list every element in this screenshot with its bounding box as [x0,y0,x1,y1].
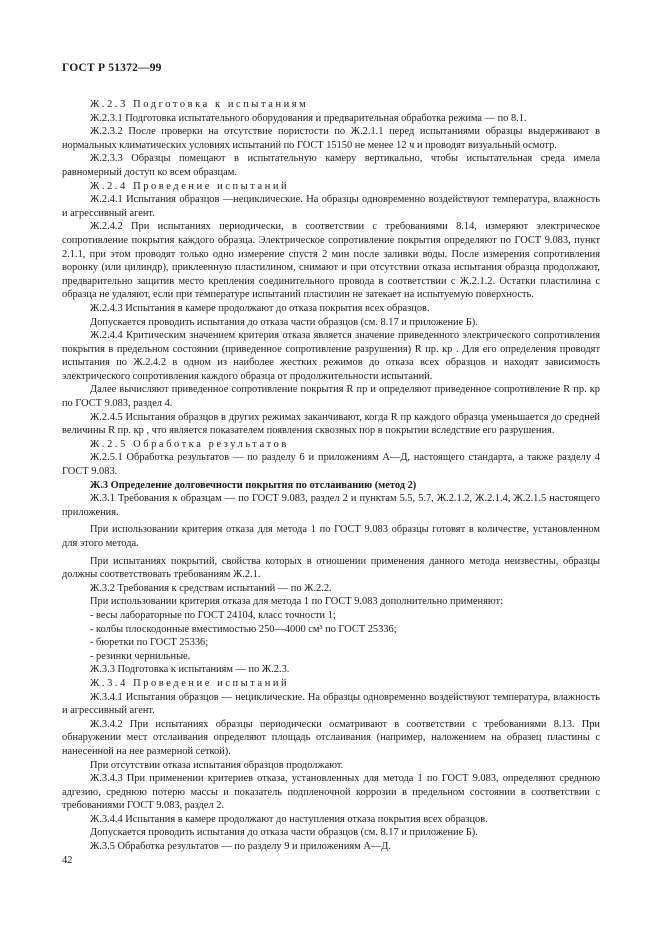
document-header: ГОСТ Р 51372—99 [62,62,162,74]
paragraph: Допускается проводить испытания до отказа части образцов (см. 8.17 и приложение Б). [90,316,478,328]
paragraph: - бюретки по ГОСТ 25336; [90,637,209,649]
paragraph: - весы лабораторные по ГОСТ 24104, класс точности 1; [90,609,336,621]
paragraph: Ж.3.4 Проведение испытаний [90,677,290,689]
paragraph: Ж.2.5 Обработка результатов [90,438,289,450]
paragraph: Ж.2.3.2 После проверки на отсутствие пористости по Ж.2.1.1 перед испытаниями образцы выдерживают в нормальных климатических условиях испытаний по ГОСТ 15150 не менее 12 ч и проводят визуальный осмотр. [62,126,600,151]
document-body [62,98,600,854]
page-number: 42 [62,855,73,866]
paragraph: Ж.2.4.1 Испытания образцов —нециклические. На образцы одновременно воздействуют температура, влажность и агрессивный агент. [62,194,600,219]
paragraph: Ж.3.4.4 Испытания в камере продолжают до наступления отказа покрытия всех образцов. [90,813,488,825]
paragraph: Ж.2.4 Проведение испытаний [90,180,290,192]
paragraph: Ж.2.4.4 Критическим значением критерия отказа является значение приведенного электрического сопротивления покрытия в предельном состоянии (приведенное сопротивление разрушения) R пр. кр . Для его определения проводят испытания по Ж.2.4.2 в одном из наиболее жестких режимов до отказа всех образцов и находят зависимость электрического сопротивления каждого образца от продолжительности испытаний. [62,330,600,382]
paragraph: При испытаниях покрытий, свойства которых в отношении применения данного метода неизвестны, образцы должны соответствовать требованиям Ж.2.1. [62,555,600,581]
paragraph: Ж.2.3 Подготовка к испытаниям [90,99,309,110]
paragraph: - резинки чернильные. [90,650,191,662]
paragraph: Ж.3.4.1 Испытания образцов — нециклические. На образцы одновременно воздействуют температура, влажность и агрессивный агент. [62,691,600,717]
paragraph: При использовании критерия отказа для метода 1 по ГОСТ 9.083 образцы готовят в количестве, установленном для этого метода. [62,524,600,549]
paragraph: Ж.2.3.3 Образцы помещают в испытательную камеру вертикально, чтобы испытательная среда имела равномерный доступ ко всем образцам. [62,153,600,178]
paragraph: Ж.3.4.3 При применении критериев отказа, установленных для метода 1 по ГОСТ 9.083, определяют среднюю адгезию, среднюю потерю массы и показатель подпленочной коррозии в предельном состоянии в соответствии с требованиями ГОСТ 9.083, раздел 2. [62,773,600,812]
paragraph: Ж.2.4.3 Испытания в камере продолжают до отказа покрытия всех образцов. [90,302,430,314]
paragraph: Ж.3.5 Обработка результатов — по разделу 9 и приложениям А—Д. [90,841,391,853]
paragraph: Ж.3.1 Требования к образцам — по ГОСТ 9.083, раздел 2 и пунктам 5.5, 5.7, Ж.2.1.2, Ж.2.1.4, Ж.2.1.5 настоящего приложения. [62,493,600,518]
paragraph: Ж.2.4.2 При испытаниях периодически, в соответствии с требованиями 8.14, измеряют электрическое сопротивление покрытия каждого образца. Электрическое сопротивление покрытия определяют по ГОСТ 9.083, пункт 2.1.1, при этом проводят только одно измерение спустя 2 мин после заливки воды. После измерения сопротивления воронку (или цилиндр), приклеенную пластилином, снимают и при отсутствии отказа испытания образца продолжают, предварительно защитив место крепления соединительного провода в соответствии с Ж.2.1.2. Остатки пластилина с образца не удаляют, если при температуре испытаний пластилин не затекает на испытуемую поверхность. [62,221,600,301]
paragraph: При использовании критерия отказа для метода 1 по ГОСТ 9.083 дополнительно применяют: [90,596,503,608]
paragraph: Ж.2.5.1 Обработка результатов — по разделу 6 и приложениям А—Д, настоящего стандарта, а также разделу 4 ГОСТ 9.083. [62,452,600,478]
paragraph: Ж.2.4.5 Испытания образцов в других режимах заканчивают, когда R пр каждого образца уменьшается до средней величины R пр. кр , что является показателем появления сквозных пор в покрытии вследствие его разрушения. [62,411,600,437]
paragraph: При отсутствии отказа испытания образцов продолжают. [90,759,344,771]
paragraph: Ж.2.3.1 Подготовка испытательного оборудования и предварительная обработка режима — по 8.1. [90,112,527,124]
paragraph: Допускается проводить испытания до отказа части образцов (см. 8.17 и приложение Б). [90,827,478,839]
paragraph: Ж.3.3 Подготовка к испытаниям — по Ж.2.3. [90,664,290,676]
paragraph: Далее вычисляют приведенное сопротивление покрытия R пр и определяют приведенное сопротивление R пр. кр по ГОСТ 9.083, раздел 4. [62,384,600,410]
paragraph: Ж.3.2 Требования к средствам испытаний — по Ж.2.2. [90,582,332,594]
paragraph: Ж.3 Определение долговечности покрытия по отслаиванию (метод 2) [90,479,417,491]
paragraph: - колбы плоскодонные вместимостью 250—4000 см³ по ГОСТ 25336; [90,623,397,635]
paragraph: Ж.3.4.2 При испытаниях образцы периодически осматривают в соответствии с требованиями 8.13. При обнаружении мест отслаивания определяют площадь отслаивания (например, наложением на образец пластины с нанесенной на нее размерной сеткой). [62,718,600,757]
